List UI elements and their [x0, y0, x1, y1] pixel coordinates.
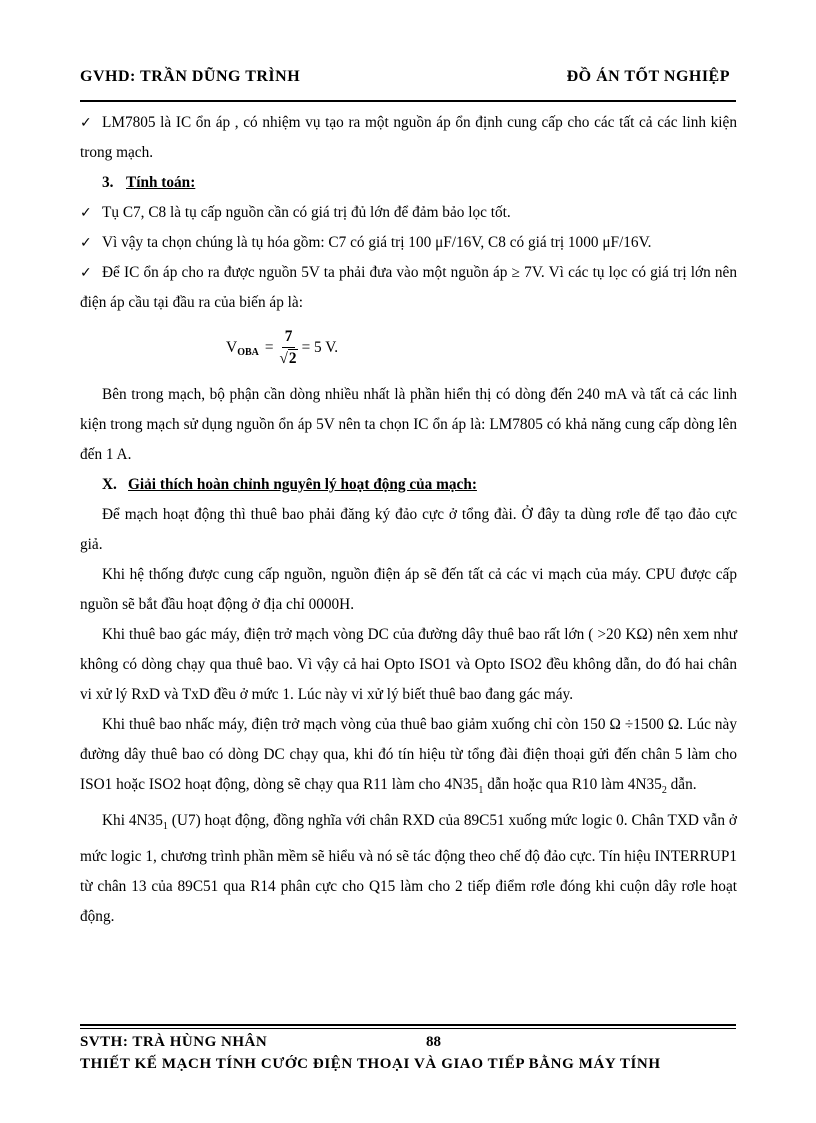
bullet-choice: ✓ Vì vậy ta chọn chúng là tụ hóa gồm: C7 có giá trị 100 μF/16V, C8 có giá trị 1000 μF/16V. [80, 228, 737, 258]
paragraph-polarity: Để mạch hoạt động thì thuê bao phải đăng ký đảo cực ở tổng đài. Ở đây ta dùng rơle để tạo đảo cực giả. [80, 506, 737, 553]
bullet-capacitors: ✓ Tụ C7, C8 là tụ cấp nguồn cần có giá trị đủ lớn để đảm bảo lọc tốt. [80, 198, 737, 228]
page-body [80, 108, 737, 932]
header-right: ĐỒ ÁN TỐT NGHIỆP [566, 68, 730, 85]
check-icon: ✓ [80, 235, 92, 251]
footer-title: THIẾT KẾ MẠCH TÍNH CƯỚC ĐIỆN THOẠI VÀ GIAO TIẾP BẰNG MÁY TÍNH [80, 1056, 661, 1072]
header-left: GVHD: TRẦN DŨNG TRÌNH [80, 68, 301, 85]
header-rule [80, 100, 736, 102]
section-x-heading: X. Giải thích hoàn chỉnh nguyên lý hoạt động của mạch: [102, 476, 477, 493]
paragraph-off-hook: Khi thuê bao nhấc máy, điện trở mạch vòng của thuê bao giảm xuống chỉ còn 150 Ω ÷1500 Ω. Lúc này đường dây thuê bao có dòng DC chạy qua, khi đó tín hiệu từ tổng đài điện thoại gửi đến chân 5 làm cho ISO1 hoặc ISO2 hoạt động, dòng sẽ chạy qua R11 làm cho $4N35_1$ dẫn hoặc qua R10 làm $4N35_2$ dẫn. [80, 716, 737, 797]
check-icon: ✓ [80, 205, 92, 221]
paragraph-power: Khi hệ thống được cung cấp nguồn, nguồn điện áp sẽ đến tất cả các vi mạch của máy. CPU được cấp nguồn sẽ bắt đầu hoạt động ở địa chỉ 0000H. [80, 566, 737, 613]
check-icon: ✓ [80, 265, 92, 281]
paragraph-current: Bên trong mạch, bộ phận cần dòng nhiều nhất là phần hiển thị có dòng đến 240 mA và tất cả các linh kiện trong mạch sử dụng nguồn ổn áp 5V nên ta chọn IC ổn áp là: LM7805 có khả năng cung cấp dòng lên đến 1 A. [80, 386, 737, 463]
page-number: 88 [426, 1034, 441, 1050]
bullet-regulator-input: ✓ Để IC ổn áp cho ra được nguồn 5V ta phải đưa vào một nguồn áp ≥ 7V. Vì các tụ lọc có giá trị lớn nên điện áp cầu tại đầu ra của biến áp là: [80, 258, 737, 318]
footer-rule-thin [80, 1028, 736, 1029]
paragraph-on-hook: Khi thuê bao gác máy, điện trở mạch vòng DC của đường dây thuê bao rất lớn ( >20 KΩ) nên xem như không có dòng chạy qua thuê bao. Vì vậy cả hai Opto ISO1 và Opto ISO2 đều không dẫn, do đó hai chân vi xử lý RxD và TxD đều ở mức 1. Lúc này vi xử lý biết thuê bao đang gác máy. [80, 626, 737, 703]
footer-author: SVTH: TRÀ HÙNG NHÂN [80, 1034, 268, 1050]
footer-rule-thick [80, 1024, 736, 1026]
fraction: $\frac{7}{√2}$ [279, 327, 297, 367]
paragraph-4n35: Khi $4N35_1$ (U7) hoạt động, đồng nghĩa với chân RXD của 89C51 xuống mức logic 0. Chân TXD vẫn ở mức logic 1, chương trình phần mềm sẽ hiểu và nó sẽ tác động theo chế độ đảo cực. Tín hiệu INTERRUP1 từ chân 13 của 89C51 qua R14 phân cực cho Q15 làm cho 2 tiếp điểm rơle đóng khi cuộn dây rơle hoạt động. [80, 812, 737, 926]
voltage-formula: V OBA = $\frac{7}{√2}$ = 5 V. [80, 324, 737, 372]
check-icon: ✓ [80, 115, 92, 131]
section-3-heading: 3. Tính toán: [102, 174, 196, 191]
bullet-lm7805: ✓ LM7805 là IC ổn áp , có nhiệm vụ tạo ra một nguồn áp ổn định cung cấp cho các tất cả các linh kiện trong mạch. [80, 108, 737, 168]
